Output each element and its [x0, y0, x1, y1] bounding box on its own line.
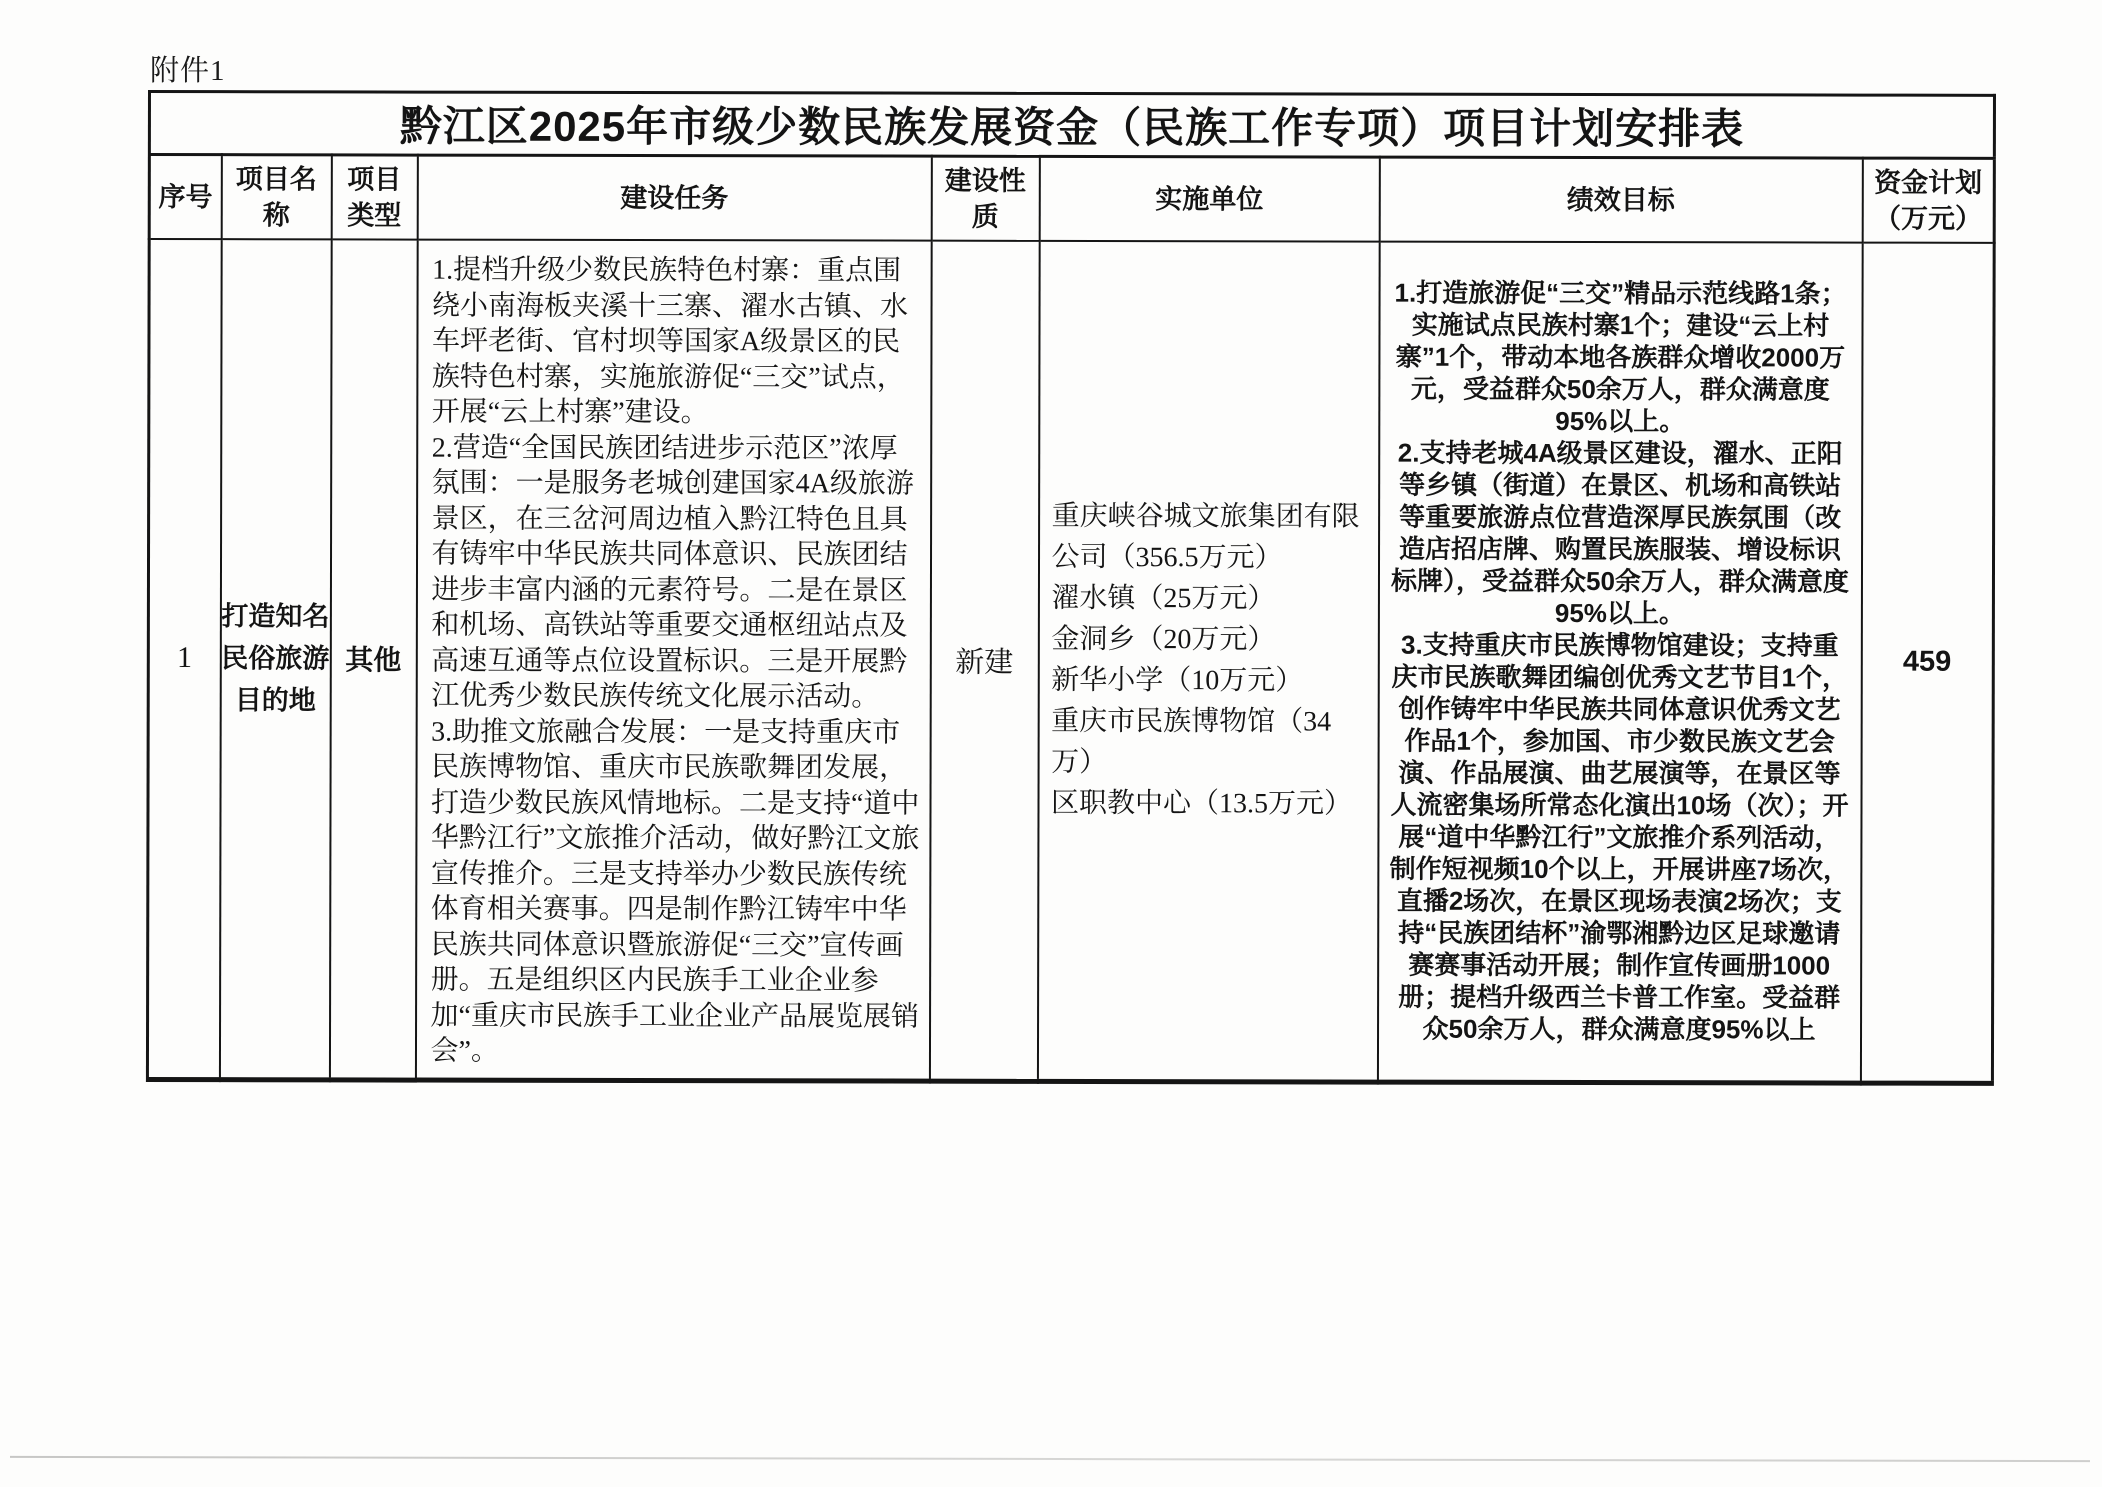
col-header-performance-goals: 绩效目标 — [1379, 157, 1862, 243]
scan-artifact-line — [10, 1456, 2090, 1462]
table-row — [147, 239, 1994, 1083]
col-header-construction-nature: 建设性质 — [931, 156, 1039, 241]
cell-project-name: 打造知名民俗旅游目的地 — [219, 239, 331, 1079]
table-title: 黔江区2025年市级少数民族发展资金（民族工作专项）项目计划安排表 — [149, 92, 1994, 159]
table-title-row — [149, 92, 1994, 159]
cell-construction-tasks: 1.提档升级少数民族特色村寨：重点围绕小南海板夹溪十三寨、濯水古镇、水车坪老街、官村坝等国家A级景区的民族特色村寨，实施旅游促“三交”试点，开展“云上村寨”建设。 2.营造“全国民族团结进步示范区”浓厚氛围：一是服务老城创建国家4A级旅游景区，在三岔河周边植入黔江特色且具有铸牢中华民族共同体意识、民族团结进步丰富内涵的元素符号。二是在景区和机场、高铁站等重要交通枢纽站点及高速互通等点位设置标识。三是开展黔江优秀少数民族传统文化展示活动。 3.助推文旅融合发展：一是支持重庆市民族博物馆、重庆市民族歌舞团发展，打造少数民族风情地标。二是支持“道中华黔江行”文旅推介活动，做好黔江文旅宣传推介。三是支持举办少数民族传统体育相关赛事。四是制作黔江铸牢中华民族共同体意识暨旅游促“三交”宣传画册。五是组织区内民族手工业企业参加“重庆市民族手工业企业产品展览展销会”。 — [415, 240, 931, 1081]
col-header-construction-tasks: 建设任务 — [417, 155, 931, 241]
cell-project-type: 其他 — [329, 239, 417, 1079]
col-header-implementing-unit: 实施单位 — [1039, 156, 1379, 241]
cell-performance-goals: 1.打造旅游促“三交”精品示范线路1条；实施试点民族村寨1个；建设“云上村寨”1个，带动本地各族群众增收2000万元，受益群众50余万人，群众满意度95%以上。 2.支持老城4A级景区建设，濯水、正阳等乡镇（街道）在景区、机场和高铁站等重要旅游点位营造深厚民族氛围（改造店招店牌、购置民族服装、增设标识标牌），受益群众50余万人，群众满意度95%以上。 3.支持重庆市民族博物馆建设；支持重庆市民族歌舞团编创优秀文艺节目1个，创作铸牢中华民族共同体意识优秀文艺作品1个，参加国、市少数民族文艺会演、作品展演、曲艺展演等，在景区等人流密集场所常态化演出10场（次）；开展“道中华黔江行”文旅推介系列活动，制作短视频10个以上，开展讲座7场次，直播2场次，在景区现场表演2场次；支持“民族团结杯”渝鄂湘黔边区足球邀请赛赛事活动开展；制作宣传画册1000册；提档升级西兰卡普工作室。受益群众50余万人，群众满意度95%以上 — [1377, 242, 1862, 1083]
cell-implementing-units: 重庆峡谷城文旅集团有限公司（356.5万元） 濯水镇（25万元） 金洞乡（20万元） 新华小学（10万元） 重庆市民族博物馆（34万） 区职教中心（13.5万元） — [1037, 241, 1379, 1082]
cell-serial-number: 1 — [147, 239, 221, 1079]
table-header-row — [149, 155, 1994, 243]
col-header-project-type: 项目类型 — [331, 155, 417, 240]
cell-fund-plan-value: 459 — [1860, 243, 1994, 1083]
col-header-project-name: 项目名称 — [221, 155, 331, 240]
cell-construction-nature: 新建 — [929, 241, 1039, 1081]
project-plan-table — [146, 90, 1996, 1085]
attachment-label: 附件1 — [150, 55, 226, 87]
col-header-fund-plan: 资金计划（万元） — [1862, 158, 1994, 243]
col-header-serial: 序号 — [149, 155, 221, 240]
